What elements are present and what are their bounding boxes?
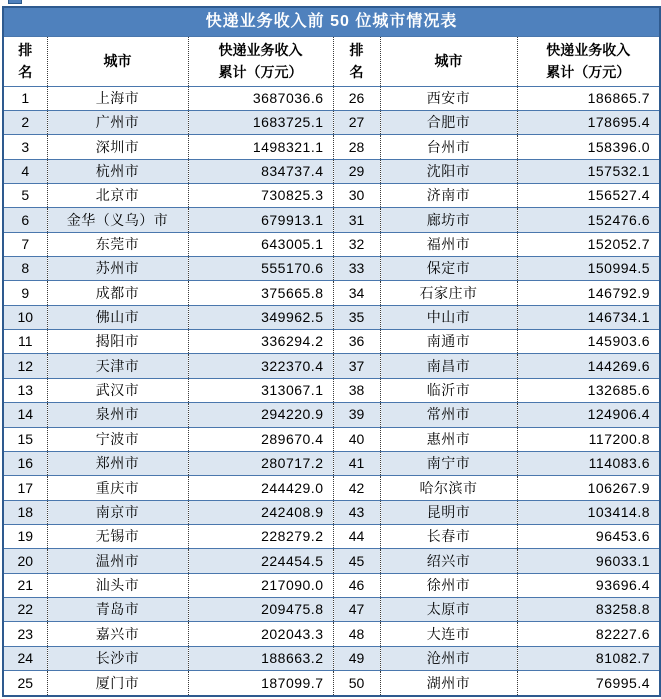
rank-cell: 42: [333, 476, 380, 500]
table-title: 快递业务收入前 50 位城市情况表: [3, 7, 660, 36]
city-cell: 南京市: [47, 500, 188, 524]
city-cell: 南昌市: [380, 354, 517, 378]
header-rank-right: [333, 36, 380, 86]
rank-cell: 2: [3, 110, 47, 134]
table-row: [3, 451, 660, 475]
city-cell: 郑州市: [47, 451, 188, 475]
city-cell: 南宁市: [380, 451, 517, 475]
city-cell: 天津市: [47, 354, 188, 378]
revenue-cell: 294220.9: [188, 403, 333, 427]
revenue-cell: 124906.4: [517, 403, 660, 427]
revenue-cell: 242408.9: [188, 500, 333, 524]
revenue-cell: 187099.7: [188, 671, 333, 696]
city-cell: 温州市: [47, 549, 188, 573]
revenue-cell: 158396.0: [517, 135, 660, 159]
city-cell: 金华（义乌）市: [47, 208, 188, 232]
revenue-cell: 1498321.1: [188, 135, 333, 159]
rank-cell: 50: [333, 671, 380, 696]
city-cell: 北京市: [47, 183, 188, 207]
city-cell: 沧州市: [380, 646, 517, 670]
rank-cell: 16: [3, 451, 47, 475]
table-row: [3, 476, 660, 500]
city-cell: 昆明市: [380, 500, 517, 524]
table-header-row: [3, 36, 660, 86]
city-cell: 湖州市: [380, 671, 517, 696]
revenue-cell: 1683725.1: [188, 110, 333, 134]
table-row: [3, 524, 660, 548]
rank-cell: 14: [3, 403, 47, 427]
rank-cell: 22: [3, 598, 47, 622]
table-row: [3, 378, 660, 402]
revenue-cell: 178695.4: [517, 110, 660, 134]
table-row: [3, 622, 660, 646]
city-cell: 绍兴市: [380, 549, 517, 573]
header-revenue-label: 快递业务收入累计（万元）: [218, 41, 303, 80]
header-rank-label: 排名: [349, 41, 364, 80]
revenue-cell: 146792.9: [517, 281, 660, 305]
city-cell: 石家庄市: [380, 281, 517, 305]
header-revenue-label: 快递业务收入累计（万元）: [546, 41, 631, 80]
city-cell: 合肥市: [380, 110, 517, 134]
revenue-cell: 188663.2: [188, 646, 333, 670]
header-city-left: [47, 36, 188, 86]
rank-cell: 11: [3, 330, 47, 354]
city-revenue-table: [2, 6, 661, 697]
city-cell: 泉州市: [47, 403, 188, 427]
revenue-cell: 152476.6: [517, 208, 660, 232]
city-cell: 惠州市: [380, 427, 517, 451]
revenue-cell: 83258.8: [517, 598, 660, 622]
table-row: [3, 646, 660, 670]
table-row: [3, 110, 660, 134]
revenue-cell: 81082.7: [517, 646, 660, 670]
header-rank-left: [3, 36, 47, 86]
header-city-label: 城市: [434, 52, 463, 69]
revenue-cell: 289670.4: [188, 427, 333, 451]
table-row: [3, 305, 660, 329]
revenue-cell: 228279.2: [188, 524, 333, 548]
table-row: [3, 257, 660, 281]
rank-cell: 49: [333, 646, 380, 670]
rank-cell: 44: [333, 524, 380, 548]
table-row: [3, 671, 660, 696]
revenue-cell: 280717.2: [188, 451, 333, 475]
table-row: [3, 573, 660, 597]
city-cell: 福州市: [380, 232, 517, 256]
city-cell: 成都市: [47, 281, 188, 305]
city-cell: 长沙市: [47, 646, 188, 670]
revenue-cell: 244429.0: [188, 476, 333, 500]
header-rank-label: 排名: [18, 41, 33, 80]
rank-cell: 6: [3, 208, 47, 232]
revenue-cell: 93696.4: [517, 573, 660, 597]
city-cell: 台州市: [380, 135, 517, 159]
revenue-cell: 730825.3: [188, 183, 333, 207]
revenue-cell: 217090.0: [188, 573, 333, 597]
rank-cell: 43: [333, 500, 380, 524]
rank-cell: 15: [3, 427, 47, 451]
revenue-cell: 224454.5: [188, 549, 333, 573]
revenue-cell: 555170.6: [188, 257, 333, 281]
table-row: [3, 403, 660, 427]
table-row: [3, 183, 660, 207]
city-cell: 常州市: [380, 403, 517, 427]
table-row: [3, 281, 660, 305]
city-cell: 哈尔滨市: [380, 476, 517, 500]
city-cell: 深圳市: [47, 135, 188, 159]
city-cell: 徐州市: [380, 573, 517, 597]
rank-cell: 30: [333, 183, 380, 207]
revenue-cell: 146734.1: [517, 305, 660, 329]
table-row: [3, 232, 660, 256]
city-cell: 汕头市: [47, 573, 188, 597]
revenue-cell: 336294.2: [188, 330, 333, 354]
revenue-cell: 643005.1: [188, 232, 333, 256]
city-cell: 保定市: [380, 257, 517, 281]
revenue-cell: 132685.6: [517, 378, 660, 402]
city-cell: 广州市: [47, 110, 188, 134]
rank-cell: 18: [3, 500, 47, 524]
revenue-cell: 157532.1: [517, 159, 660, 183]
revenue-cell: 114083.6: [517, 451, 660, 475]
rank-cell: 46: [333, 573, 380, 597]
rank-cell: 37: [333, 354, 380, 378]
header-revenue-right: [517, 36, 660, 86]
rank-cell: 33: [333, 257, 380, 281]
rank-cell: 20: [3, 549, 47, 573]
revenue-cell: 117200.8: [517, 427, 660, 451]
revenue-cell: 145903.6: [517, 330, 660, 354]
cropped-ui-fragment: [8, 0, 22, 4]
city-cell: 宁波市: [47, 427, 188, 451]
revenue-cell: 679913.1: [188, 208, 333, 232]
rank-cell: 36: [333, 330, 380, 354]
table-body: [3, 86, 660, 696]
city-cell: 苏州市: [47, 257, 188, 281]
rank-cell: 19: [3, 524, 47, 548]
revenue-cell: 349962.5: [188, 305, 333, 329]
city-cell: 厦门市: [47, 671, 188, 696]
revenue-cell: 186865.7: [517, 86, 660, 110]
rank-cell: 34: [333, 281, 380, 305]
rank-cell: 25: [3, 671, 47, 696]
rank-cell: 45: [333, 549, 380, 573]
rank-cell: 35: [333, 305, 380, 329]
revenue-cell: 375665.8: [188, 281, 333, 305]
city-cell: 西安市: [380, 86, 517, 110]
rank-cell: 13: [3, 378, 47, 402]
revenue-cell: 209475.8: [188, 598, 333, 622]
table-title-row: [3, 7, 660, 36]
header-city-label: 城市: [103, 52, 132, 69]
rank-cell: 3: [3, 135, 47, 159]
city-cell: 长春市: [380, 524, 517, 548]
rank-cell: 26: [333, 86, 380, 110]
city-cell: 廊坊市: [380, 208, 517, 232]
revenue-cell: 76995.4: [517, 671, 660, 696]
city-cell: 上海市: [47, 86, 188, 110]
revenue-cell: 202043.3: [188, 622, 333, 646]
city-cell: 济南市: [380, 183, 517, 207]
revenue-cell: 96453.6: [517, 524, 660, 548]
city-cell: 沈阳市: [380, 159, 517, 183]
revenue-cell: 82227.6: [517, 622, 660, 646]
rank-cell: 40: [333, 427, 380, 451]
rank-cell: 32: [333, 232, 380, 256]
revenue-cell: 103414.8: [517, 500, 660, 524]
rank-cell: 4: [3, 159, 47, 183]
city-cell: 杭州市: [47, 159, 188, 183]
revenue-cell: 152052.7: [517, 232, 660, 256]
table-row: [3, 427, 660, 451]
city-cell: 临沂市: [380, 378, 517, 402]
rank-cell: 31: [333, 208, 380, 232]
revenue-cell: 313067.1: [188, 378, 333, 402]
table-row: [3, 354, 660, 378]
rank-cell: 39: [333, 403, 380, 427]
revenue-cell: 3687036.6: [188, 86, 333, 110]
revenue-cell: 834737.4: [188, 159, 333, 183]
table-row: [3, 135, 660, 159]
rank-cell: 29: [333, 159, 380, 183]
rank-cell: 10: [3, 305, 47, 329]
rank-cell: 5: [3, 183, 47, 207]
revenue-cell: 322370.4: [188, 354, 333, 378]
rank-cell: 17: [3, 476, 47, 500]
city-cell: 无锡市: [47, 524, 188, 548]
city-cell: 南通市: [380, 330, 517, 354]
rank-cell: 28: [333, 135, 380, 159]
table-row: [3, 159, 660, 183]
city-cell: 揭阳市: [47, 330, 188, 354]
city-cell: 嘉兴市: [47, 622, 188, 646]
table-row: [3, 500, 660, 524]
city-cell: 重庆市: [47, 476, 188, 500]
rank-cell: 47: [333, 598, 380, 622]
revenue-cell: 150994.5: [517, 257, 660, 281]
city-cell: 大连市: [380, 622, 517, 646]
rank-cell: 27: [333, 110, 380, 134]
city-cell: 东莞市: [47, 232, 188, 256]
rank-cell: 9: [3, 281, 47, 305]
table-row: [3, 330, 660, 354]
table-row: [3, 598, 660, 622]
revenue-cell: 144269.6: [517, 354, 660, 378]
city-cell: 青岛市: [47, 598, 188, 622]
rank-cell: 48: [333, 622, 380, 646]
rank-cell: 12: [3, 354, 47, 378]
rank-cell: 38: [333, 378, 380, 402]
rank-cell: 7: [3, 232, 47, 256]
city-cell: 佛山市: [47, 305, 188, 329]
revenue-cell: 156527.4: [517, 183, 660, 207]
table-row: [3, 549, 660, 573]
header-city-right: [380, 36, 517, 86]
rank-cell: 8: [3, 257, 47, 281]
header-revenue-left: [188, 36, 333, 86]
city-cell: 中山市: [380, 305, 517, 329]
rank-cell: 24: [3, 646, 47, 670]
table-row: [3, 86, 660, 110]
rank-cell: 41: [333, 451, 380, 475]
table-row: [3, 208, 660, 232]
city-cell: 太原市: [380, 598, 517, 622]
revenue-cell: 96033.1: [517, 549, 660, 573]
rank-cell: 1: [3, 86, 47, 110]
rank-cell: 23: [3, 622, 47, 646]
city-cell: 武汉市: [47, 378, 188, 402]
rank-cell: 21: [3, 573, 47, 597]
revenue-cell: 106267.9: [517, 476, 660, 500]
